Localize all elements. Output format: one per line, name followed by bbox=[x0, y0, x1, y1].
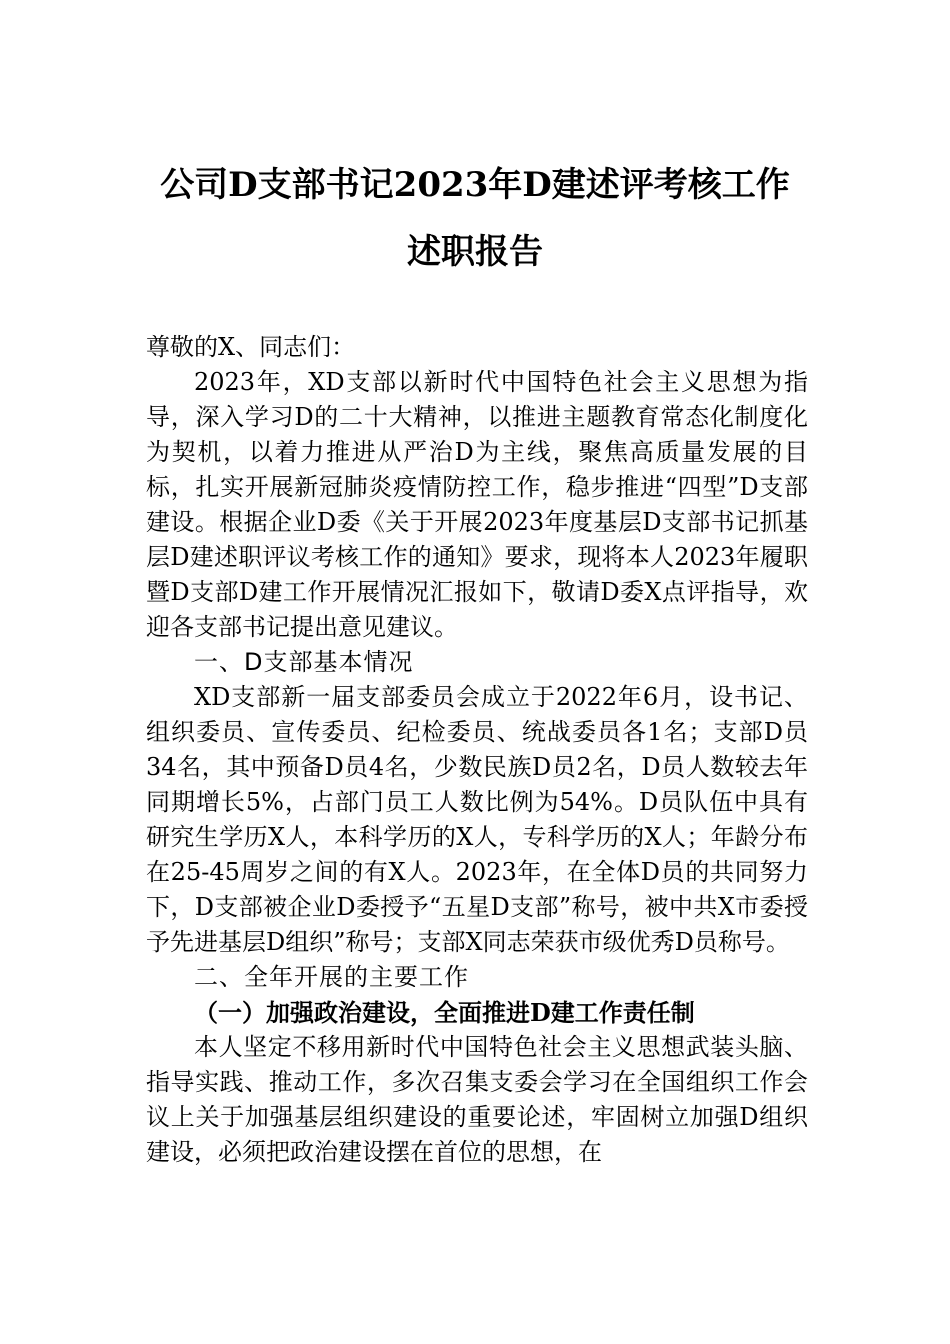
section-heading-basic-info: 一、D支部基本情况 bbox=[194, 648, 414, 676]
document-title-line2: 述职报告 bbox=[407, 232, 543, 272]
subsection-heading-political: （一）加强政治建设，全面推进D建工作责任制 bbox=[194, 998, 695, 1027]
section-heading-main-work: 二、全年开展的主要工作 bbox=[194, 963, 469, 991]
salutation: 尊敬的X、同志们： bbox=[146, 333, 356, 361]
political-paragraph: 本人坚定不移用新时代中国特色社会主义思想武装头脑、指导实践、推动工作，多次召集支委会学习在全国组织工作会议上关于加强基层组织建设的重要论述，牢固树立加强D组织建设，必须把政治建设摆在首位的思想，在 bbox=[146, 1033, 808, 1166]
document-title-line1: 公司D支部书记2023年D建述评考核工作 bbox=[160, 165, 790, 205]
document-body bbox=[146, 330, 808, 1170]
basic-info-paragraph: XD支部新一届支部委员会成立于2022年6月，设书记、组织委员、宣传委员、纪检委员、统战委员各1名；支部D员34名，其中预备D员4名，少数民族D员2名，D员人数较去年同期增长5%，占部门员工人数比例为54%。D员队伍中具有研究生学历X人，本科学历的X人，专科学历的X人；年龄分布在25-45周岁之间的有X人。2023年，在全体D员的共同努力下，D支部被企业D委授予“五星D支部”称号，被中共X市委授予先进基层D组织”称号；支部X同志荣获市级优秀D员称号。 bbox=[146, 683, 808, 956]
intro-paragraph: 2023年，XD支部以新时代中国特色社会主义思想为指导，深入学习D的二十大精神，以推进主题教育常态化制度化为契机，以着力推进从严治D为主线，聚焦高质量发展的目标，扎实开展新冠肺炎疫情防控工作，稳步推进“四型”D支部建设。根据企业D委《关于开展2023年度基层D支部书记抓基层D建述职评议考核工作的通知》要求，现将本人2023年履职暨D支部D建工作开展情况汇报如下，敬请D委X点评指导，欢迎各支部书记提出意见建议。 bbox=[146, 368, 808, 641]
